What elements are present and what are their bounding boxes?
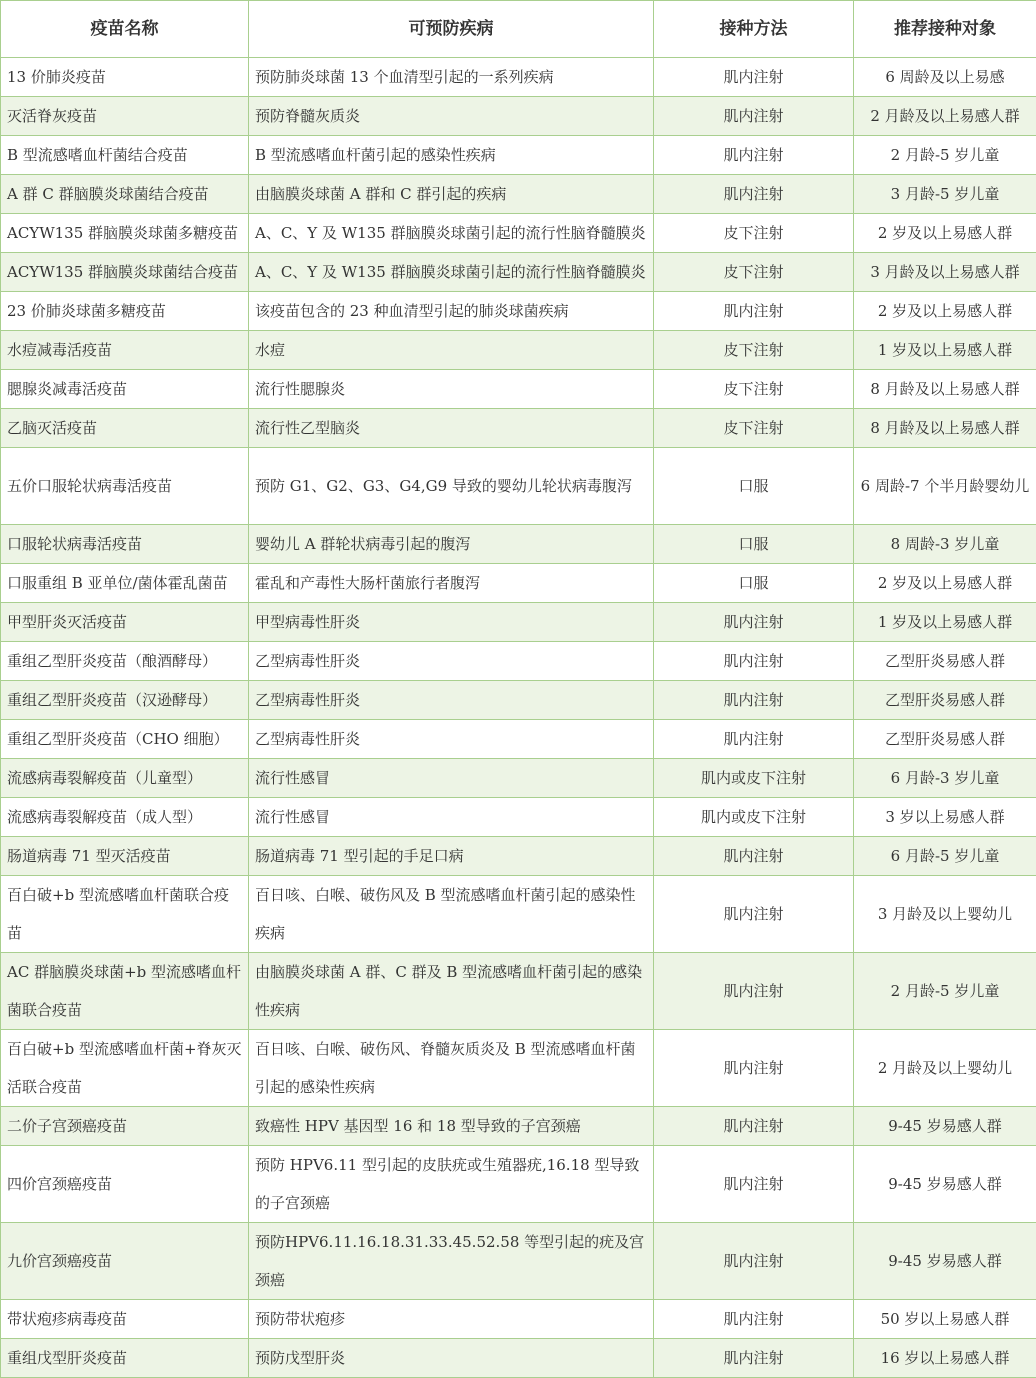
table-row	[1, 603, 1036, 642]
table-row	[1, 837, 1036, 876]
cell-vaccine-name: 重组乙型肝炎疫苗（CHO 细胞）	[1, 720, 249, 759]
cell-vaccine-name: 重组乙型肝炎疫苗（汉逊酵母）	[1, 681, 249, 720]
cell-preventable-disease: 预防脊髓灰质炎	[249, 97, 654, 136]
cell-recommended-target: 3 月龄-5 岁儿童	[854, 175, 1036, 214]
cell-preventable-disease: A、C、Y 及 W135 群脑膜炎球菌引起的流行性脑脊髓膜炎	[249, 253, 654, 292]
cell-vaccine-name: 甲型肝炎灭活疫苗	[1, 603, 249, 642]
table-row	[1, 564, 1036, 603]
table-row	[1, 1300, 1036, 1339]
cell-vaccine-name: 腮腺炎减毒活疫苗	[1, 370, 249, 409]
cell-vaccination-method: 肌内注射	[654, 58, 854, 97]
cell-vaccine-name: 流感病毒裂解疫苗（儿童型）	[1, 759, 249, 798]
cell-vaccine-name: 重组戊型肝炎疫苗	[1, 1339, 249, 1378]
cell-vaccination-method: 肌内注射	[654, 642, 854, 681]
table-row	[1, 1030, 1036, 1107]
cell-recommended-target: 3 岁以上易感人群	[854, 798, 1036, 837]
cell-recommended-target: 乙型肝炎易感人群	[854, 681, 1036, 720]
table-row	[1, 876, 1036, 953]
table-row	[1, 448, 1036, 525]
cell-vaccination-method: 口服	[654, 448, 854, 525]
cell-preventable-disease: 流行性感冒	[249, 798, 654, 837]
cell-vaccination-method: 肌内注射	[654, 720, 854, 759]
table-row	[1, 1107, 1036, 1146]
header-recommended-target: 推荐接种对象	[854, 1, 1036, 58]
cell-preventable-disease: 乙型病毒性肝炎	[249, 720, 654, 759]
table-row	[1, 681, 1036, 720]
table-row	[1, 953, 1036, 1030]
cell-vaccine-name: B 型流感嗜血杆菌结合疫苗	[1, 136, 249, 175]
cell-preventable-disease: 流行性乙型脑炎	[249, 409, 654, 448]
header-preventable-disease: 可预防疾病	[249, 1, 654, 58]
cell-preventable-disease: 由脑膜炎球菌 A 群、C 群及 B 型流感嗜血杆菌引起的感染性疾病	[249, 953, 654, 1030]
cell-vaccination-method: 口服	[654, 525, 854, 564]
cell-vaccination-method: 肌内注射	[654, 292, 854, 331]
cell-recommended-target: 16 岁以上易感人群	[854, 1339, 1036, 1378]
cell-vaccine-name: ACYW135 群脑膜炎球菌多糖疫苗	[1, 214, 249, 253]
cell-recommended-target: 9-45 岁易感人群	[854, 1107, 1036, 1146]
cell-vaccine-name: 带状疱疹病毒疫苗	[1, 1300, 249, 1339]
cell-preventable-disease: B 型流感嗜血杆菌引起的感染性疾病	[249, 136, 654, 175]
cell-preventable-disease: 霍乱和产毒性大肠杆菌旅行者腹泻	[249, 564, 654, 603]
cell-vaccine-name: 四价宫颈癌疫苗	[1, 1146, 249, 1223]
cell-preventable-disease: 婴幼儿 A 群轮状病毒引起的腹泻	[249, 525, 654, 564]
cell-vaccine-name: 五价口服轮状病毒活疫苗	[1, 448, 249, 525]
cell-vaccine-name: ACYW135 群脑膜炎球菌结合疫苗	[1, 253, 249, 292]
cell-vaccine-name: 百白破+b 型流感嗜血杆菌联合疫苗	[1, 876, 249, 953]
cell-recommended-target: 1 岁及以上易感人群	[854, 331, 1036, 370]
cell-preventable-disease: 水痘	[249, 331, 654, 370]
table-row	[1, 642, 1036, 681]
cell-vaccine-name: 乙脑灭活疫苗	[1, 409, 249, 448]
cell-vaccination-method: 肌内或皮下注射	[654, 798, 854, 837]
table-row	[1, 331, 1036, 370]
cell-preventable-disease: 预防带状疱疹	[249, 1300, 654, 1339]
cell-preventable-disease: 预防肺炎球菌 13 个血清型引起的一系列疾病	[249, 58, 654, 97]
cell-vaccine-name: 口服重组 B 亚单位/菌体霍乱菌苗	[1, 564, 249, 603]
cell-recommended-target: 乙型肝炎易感人群	[854, 720, 1036, 759]
cell-recommended-target: 2 月龄-5 岁儿童	[854, 953, 1036, 1030]
cell-preventable-disease: 百日咳、白喉、破伤风、脊髓灰质炎及 B 型流感嗜血杆菌引起的感染性疾病	[249, 1030, 654, 1107]
table-row	[1, 97, 1036, 136]
cell-vaccine-name: 二价子宫颈癌疫苗	[1, 1107, 249, 1146]
cell-vaccination-method: 肌内注射	[654, 953, 854, 1030]
cell-recommended-target: 9-45 岁易感人群	[854, 1223, 1036, 1300]
table-row	[1, 58, 1036, 97]
header-row	[1, 1, 1036, 58]
cell-recommended-target: 2 月龄-5 岁儿童	[854, 136, 1036, 175]
cell-vaccine-name: 水痘减毒活疫苗	[1, 331, 249, 370]
cell-vaccination-method: 肌内注射	[654, 1223, 854, 1300]
cell-vaccination-method: 皮下注射	[654, 409, 854, 448]
cell-vaccination-method: 皮下注射	[654, 253, 854, 292]
cell-vaccine-name: 百白破+b 型流感嗜血杆菌+脊灰灭活联合疫苗	[1, 1030, 249, 1107]
cell-vaccination-method: 皮下注射	[654, 370, 854, 409]
table-row	[1, 253, 1036, 292]
header-vaccination-method: 接种方法	[654, 1, 854, 58]
cell-recommended-target: 8 周龄-3 岁儿童	[854, 525, 1036, 564]
table-row	[1, 409, 1036, 448]
cell-vaccine-name: 灭活脊灰疫苗	[1, 97, 249, 136]
cell-recommended-target: 6 周龄-7 个半月龄婴幼儿	[854, 448, 1036, 525]
cell-vaccination-method: 肌内注射	[654, 1107, 854, 1146]
cell-vaccination-method: 肌内或皮下注射	[654, 759, 854, 798]
table-row	[1, 1223, 1036, 1300]
cell-vaccine-name: 23 价肺炎球菌多糖疫苗	[1, 292, 249, 331]
cell-recommended-target: 8 月龄及以上易感人群	[854, 409, 1036, 448]
cell-preventable-disease: 乙型病毒性肝炎	[249, 642, 654, 681]
cell-vaccination-method: 肌内注射	[654, 1030, 854, 1107]
cell-preventable-disease: 乙型病毒性肝炎	[249, 681, 654, 720]
table-row	[1, 798, 1036, 837]
cell-recommended-target: 8 月龄及以上易感人群	[854, 370, 1036, 409]
cell-preventable-disease: 预防戊型肝炎	[249, 1339, 654, 1378]
cell-vaccination-method: 肌内注射	[654, 1339, 854, 1378]
cell-preventable-disease: 预防 G1、G2、G3、G4,G9 导致的婴幼儿轮状病毒腹泻	[249, 448, 654, 525]
header-vaccine-name: 疫苗名称	[1, 1, 249, 58]
cell-preventable-disease: A、C、Y 及 W135 群脑膜炎球菌引起的流行性脑脊髓膜炎	[249, 214, 654, 253]
cell-vaccine-name: 九价宫颈癌疫苗	[1, 1223, 249, 1300]
cell-preventable-disease: 流行性腮腺炎	[249, 370, 654, 409]
cell-vaccination-method: 肌内注射	[654, 837, 854, 876]
cell-vaccination-method: 肌内注射	[654, 681, 854, 720]
table-row	[1, 214, 1036, 253]
cell-preventable-disease: 预防 HPV6.11 型引起的皮肤疣或生殖器疣,16.18 型导致的子宫颈癌	[249, 1146, 654, 1223]
cell-recommended-target: 乙型肝炎易感人群	[854, 642, 1036, 681]
cell-vaccination-method: 肌内注射	[654, 603, 854, 642]
cell-recommended-target: 2 岁及以上易感人群	[854, 564, 1036, 603]
cell-vaccination-method: 肌内注射	[654, 1146, 854, 1223]
cell-preventable-disease: 肠道病毒 71 型引起的手足口病	[249, 837, 654, 876]
cell-preventable-disease: 甲型病毒性肝炎	[249, 603, 654, 642]
cell-vaccine-name: 流感病毒裂解疫苗（成人型）	[1, 798, 249, 837]
cell-vaccination-method: 肌内注射	[654, 175, 854, 214]
cell-recommended-target: 3 月龄及以上易感人群	[854, 253, 1036, 292]
table-row	[1, 136, 1036, 175]
cell-preventable-disease: 百日咳、白喉、破伤风及 B 型流感嗜血杆菌引起的感染性疾病	[249, 876, 654, 953]
cell-preventable-disease: 由脑膜炎球菌 A 群和 C 群引起的疾病	[249, 175, 654, 214]
cell-preventable-disease: 该疫苗包含的 23 种血清型引起的肺炎球菌疾病	[249, 292, 654, 331]
table-row	[1, 370, 1036, 409]
table-row	[1, 720, 1036, 759]
cell-vaccine-name: AC 群脑膜炎球菌+b 型流感嗜血杆菌联合疫苗	[1, 953, 249, 1030]
cell-preventable-disease: 流行性感冒	[249, 759, 654, 798]
cell-recommended-target: 6 月龄-3 岁儿童	[854, 759, 1036, 798]
cell-recommended-target: 50 岁以上易感人群	[854, 1300, 1036, 1339]
cell-recommended-target: 2 月龄及以上易感人群	[854, 97, 1036, 136]
cell-vaccine-name: A 群 C 群脑膜炎球菌结合疫苗	[1, 175, 249, 214]
cell-recommended-target: 3 月龄及以上婴幼儿	[854, 876, 1036, 953]
cell-recommended-target: 9-45 岁易感人群	[854, 1146, 1036, 1223]
cell-vaccine-name: 口服轮状病毒活疫苗	[1, 525, 249, 564]
cell-vaccine-name: 肠道病毒 71 型灭活疫苗	[1, 837, 249, 876]
cell-recommended-target: 6 月龄-5 岁儿童	[854, 837, 1036, 876]
cell-recommended-target: 2 月龄及以上婴幼儿	[854, 1030, 1036, 1107]
cell-vaccination-method: 口服	[654, 564, 854, 603]
cell-recommended-target: 2 岁及以上易感人群	[854, 214, 1036, 253]
table-row	[1, 1339, 1036, 1378]
cell-preventable-disease: 致癌性 HPV 基因型 16 和 18 型导致的子宫颈癌	[249, 1107, 654, 1146]
table-row	[1, 1146, 1036, 1223]
cell-vaccination-method: 肌内注射	[654, 136, 854, 175]
cell-recommended-target: 6 周龄及以上易感	[854, 58, 1036, 97]
table-row	[1, 525, 1036, 564]
table-row	[1, 759, 1036, 798]
cell-vaccination-method: 皮下注射	[654, 331, 854, 370]
cell-recommended-target: 1 岁及以上易感人群	[854, 603, 1036, 642]
cell-vaccine-name: 13 价肺炎疫苗	[1, 58, 249, 97]
cell-recommended-target: 2 岁及以上易感人群	[854, 292, 1036, 331]
cell-vaccine-name: 重组乙型肝炎疫苗（酿酒酵母）	[1, 642, 249, 681]
cell-vaccination-method: 肌内注射	[654, 876, 854, 953]
cell-vaccination-method: 肌内注射	[654, 97, 854, 136]
cell-vaccination-method: 皮下注射	[654, 214, 854, 253]
table-row	[1, 292, 1036, 331]
table-row	[1, 175, 1036, 214]
cell-preventable-disease: 预防HPV6.11.16.18.31.33.45.52.58 等型引起的疣及宫颈癌	[249, 1223, 654, 1300]
cell-vaccination-method: 肌内注射	[654, 1300, 854, 1339]
